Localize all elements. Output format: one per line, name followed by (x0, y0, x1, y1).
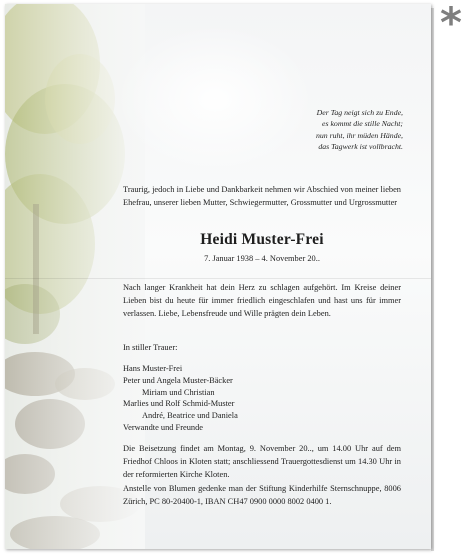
fold-line (5, 278, 431, 279)
mourners-title: In stiller Trauer: (123, 343, 178, 352)
card-shadow (431, 8, 434, 551)
mourner-line: Verwandte und Freunde (123, 422, 204, 432)
deceased-name: Heidi Muster-Frei (200, 231, 324, 248)
obituary-card (5, 4, 431, 549)
mourner-line: Marlies und Rolf Schmid-Muster (123, 399, 235, 409)
poem-verse (316, 107, 403, 152)
life-dates: 7. Januar 1938 – 4. November 20.. (204, 254, 320, 263)
mourner-line: Miriam und Christian (142, 387, 215, 397)
donation-info: Anstelle von Blumen gedenke man der Stiftung Kinderhilfe Sternschnuppe, 8006 Zürich, PC 80-20400-1, IBAN CH47 0900 0000 8002 0400 1. (123, 484, 401, 507)
mourner-line: Hans Muster-Frei (123, 364, 183, 373)
farewell-message: Nach langer Krankheit hat dein Herz zu schlagen aufgehört. Im Kreise deiner Lieben bist du heute für immer friedlich eingeschlafen und hast uns für immer verlassen. Liebe, Lebensfreude und Wille prägten dein Leben. (123, 283, 401, 319)
mourners-list (123, 363, 238, 434)
light-glow (115, 24, 315, 174)
funeral-info: Die Beisetzung findet am Montag, 9. November 20.., um 14.00 Uhr auf dem Friedhof Chloos in Kloten statt; anschliessend Trauergottesdienst um 14.30 Uhr in der reformierten Kirche Kloten. (123, 444, 401, 480)
poem-line: das Tagwerk ist vollbracht. (318, 141, 403, 151)
mourner-line: André, Beatrice und Daniela (142, 411, 238, 421)
asterisk-icon: * (440, 0, 462, 47)
intro-text: Traurig, jedoch in Liebe und Dankbarkeit nehmen wir Abschied von meiner lieben Ehefrau, unserer lieben Mutter, Schwiegermutter, Grossmutter und Urgrossmutter (123, 185, 401, 208)
mourner-line: Peter und Angela Muster-Bäcker (123, 375, 233, 385)
poem-line: nun ruht, ihr müden Hände, (315, 130, 403, 140)
poem-line: Der Tag neigt sich zu Ende, (316, 108, 403, 117)
poem-line: es kommt die stille Nacht; (322, 119, 403, 129)
